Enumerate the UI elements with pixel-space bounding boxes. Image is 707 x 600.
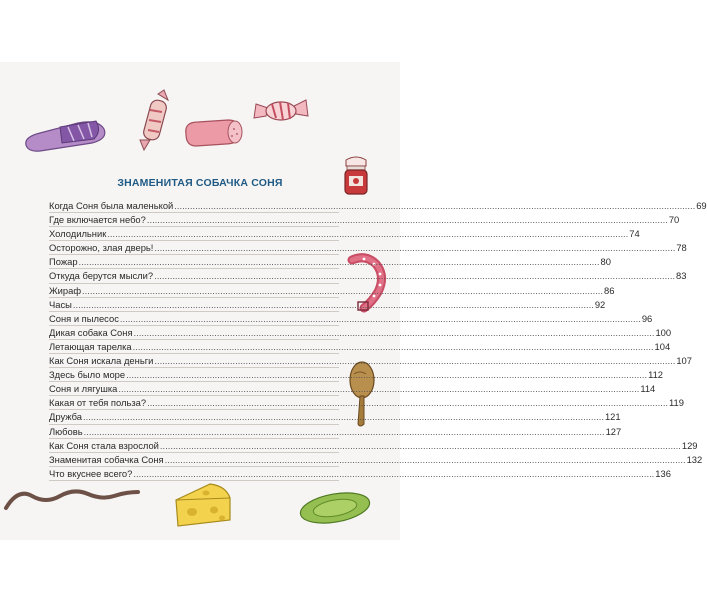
toc-entry (49, 312, 653, 326)
toc-entry-title: Дружба (49, 411, 82, 423)
toc-leader-dots: ........................................................................................................................................................................................................ (146, 214, 668, 226)
toc-leader-dots: ........................................................................................................................................................................................................ (133, 326, 655, 338)
toc-entry-title: Жираф (49, 284, 82, 296)
toc-entry-title: Часы (49, 298, 72, 310)
toc-title: ЗНАМЕНИТАЯ СОБАЧКА СОНЯ (117, 177, 283, 189)
toc-entry-title: Как Соня стала взрослой (49, 439, 159, 451)
toc-entry (49, 340, 671, 354)
toc-leader-dots: ........................................................................................................................................................................................................ (83, 411, 604, 423)
toc-entry (49, 467, 671, 481)
toc-entry-title: Летающая тарелка (49, 340, 132, 352)
toc-entry-title: Пожар (49, 256, 78, 268)
toc-leader-dots: ........................................................................................................................................................................................................ (78, 256, 600, 268)
toc-entry-page: 86 (603, 284, 615, 296)
toc-entry-title: Где включается небо? (49, 214, 146, 226)
toc-entry-page: 112 (648, 369, 664, 381)
toc-entry (49, 354, 692, 368)
toc-leader-dots: ........................................................................................................................................................................................................ (118, 383, 640, 395)
rope-illustration (4, 484, 140, 514)
slipper-illustration (20, 115, 110, 155)
toc-entry-title: Какая от тебя польза? (49, 397, 147, 409)
toc-leader-dots: ........................................................................................................................................................................................................ (164, 453, 686, 465)
toc-leader-dots: ........................................................................................................................................................................................................ (107, 228, 629, 240)
toc-leader-dots: ........................................................................................................................................................................................................ (82, 284, 603, 296)
toc-entry (49, 382, 656, 396)
toc-leader-dots: ........................................................................................................................................................................................................ (154, 242, 676, 254)
toc-entry-title: Что вкуснее всего? (49, 467, 133, 479)
toc-entry (49, 241, 687, 255)
toc-leader-dots: ........................................................................................................................................................................................................ (154, 270, 676, 282)
toc-entry-title: Знаменитая собачка Соня (49, 453, 164, 465)
toc-entry-title: Здесь было море (49, 369, 126, 381)
toc-entry-title: Соня и пылесос (49, 312, 119, 324)
toc-entry-title: Любовь (49, 425, 83, 437)
toc-entry-title: Когда Соня была маленькой (49, 200, 174, 211)
toc-entry (49, 396, 684, 410)
table-of-contents (49, 199, 707, 481)
toc-entry-page: 70 (668, 214, 680, 226)
toc-entry (49, 439, 698, 453)
toc-entry (49, 298, 606, 312)
toc-entry-title: Дикая собака Соня (49, 326, 133, 338)
toc-entry-page: 83 (676, 270, 687, 282)
toc-entry-title: Соня и лягушка (49, 383, 118, 395)
toc-entry-page: 129 (681, 439, 698, 451)
toc-leader-dots: ........................................................................................................................................................................................................ (132, 340, 654, 352)
sausage-illustration (180, 116, 246, 150)
toc-entry-page: 114 (640, 383, 656, 395)
toc-entry-page: 92 (594, 298, 606, 310)
toc-entry-title: Как Соня искала деньги (49, 355, 154, 367)
toc-entry-page: 132 (686, 453, 703, 465)
toc-entry-page: 136 (655, 467, 671, 479)
toc-entry (49, 368, 664, 382)
toc-entry (49, 199, 707, 213)
book-page (0, 62, 707, 540)
toc-entry-page: 104 (654, 340, 671, 352)
toc-entry-page: 74 (629, 228, 640, 240)
toc-entry (49, 284, 615, 298)
toc-entry-page: 96 (641, 312, 653, 324)
toc-leader-dots: ........................................................................................................................................................................................................ (147, 397, 669, 409)
toc-leader-dots: ........................................................................................................................................................................................................ (133, 467, 655, 479)
toc-entry-title: Откуда берутся мысли? (49, 270, 154, 282)
toc-entry (49, 326, 672, 340)
toc-entry (49, 255, 611, 269)
cheese-illustration (170, 478, 236, 530)
candy-illustration (138, 90, 174, 150)
toc-leader-dots: ........................................................................................................................................................................................................ (159, 439, 681, 451)
plate-illustration (296, 486, 374, 528)
toc-entry-page: 78 (676, 242, 687, 254)
toc-entry-page: 69 (696, 200, 707, 211)
toc-entry-page: 100 (655, 326, 672, 338)
toc-entry (49, 453, 703, 467)
toc-leader-dots: ........................................................................................................................................................................................................ (174, 200, 696, 211)
toc-leader-dots: ........................................................................................................................................................................................................ (72, 298, 594, 310)
toc-entry (49, 410, 621, 424)
toc-entry-page: 107 (676, 355, 692, 367)
wrapped-candy-illustration (252, 94, 310, 128)
toc-entry-page: 80 (600, 256, 611, 268)
toc-leader-dots: ........................................................................................................................................................................................................ (154, 355, 676, 367)
toc-entry (49, 213, 680, 227)
toc-leader-dots: ........................................................................................................................................................................................................ (83, 425, 605, 437)
toc-entry (49, 227, 640, 241)
jam-jar-illustration (340, 154, 372, 196)
toc-entry-title: Холодильник (49, 228, 107, 240)
toc-entry (49, 269, 687, 283)
toc-entry-page: 119 (669, 397, 684, 409)
toc-entry (49, 425, 622, 439)
toc-entry-title: Осторожно, злая дверь! (49, 242, 154, 254)
toc-leader-dots: ........................................................................................................................................................................................................ (119, 312, 641, 324)
toc-leader-dots: ........................................................................................................................................................................................................ (126, 369, 648, 381)
toc-entry-page: 121 (604, 411, 621, 423)
toc-entry-page: 127 (605, 425, 622, 437)
